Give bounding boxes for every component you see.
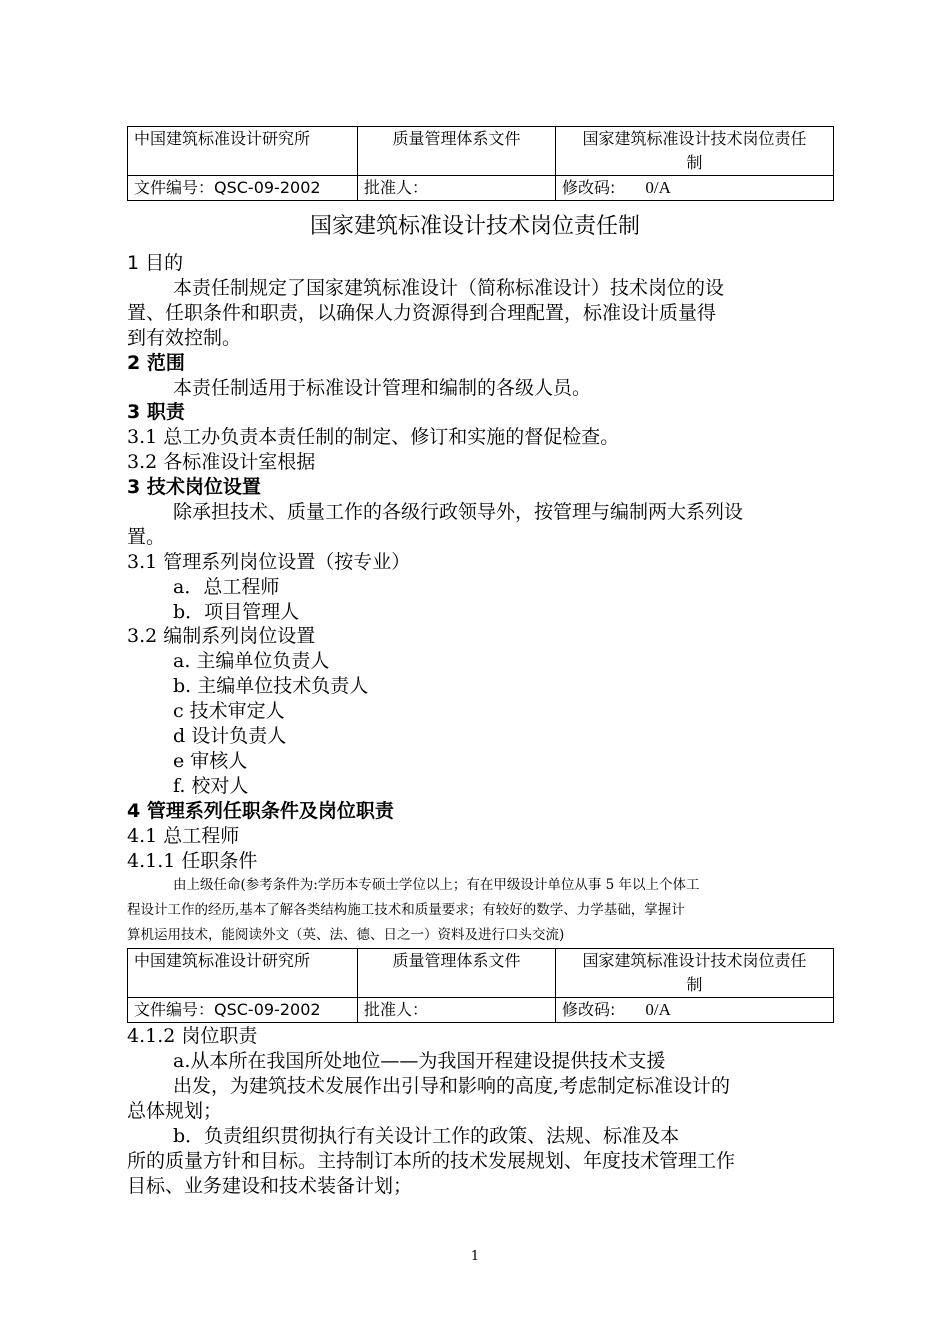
duty-line: 总体规划； (127, 1100, 223, 1122)
header-approver: 批准人： (358, 176, 556, 201)
header-doc-title (556, 127, 834, 176)
qualification-line: 程设计工作的经历,基本了解各类结构施工技术和质量要求；有较好的数学、力学基础，掌握计 (127, 902, 685, 918)
section-4-heading: 4 管理系列任职条件及岗位职责 (127, 800, 394, 822)
header-row (128, 998, 834, 1023)
mgmt-series-heading: 3.1 管理系列岗位设置（按专业） (127, 551, 411, 573)
header-doc-title-line1: 国家建筑标准设计技术岗位责任 (582, 951, 807, 970)
qualification-line: 由上级任命(参考条件为:学历本专硕士学位以上；有在甲级设计单位从事 5 年以上个体工 (173, 877, 700, 893)
section-3-item: 3.2 各标准设计室根据 (127, 451, 316, 473)
header-doc-title-line1: 国家建筑标准设计技术岗位责任 (582, 129, 807, 148)
list-item: a．总工程师 (173, 576, 280, 598)
header-system: 质量管理体系文件 (358, 127, 556, 176)
section-4-1-heading: 4.1 总工程师 (127, 825, 240, 847)
header-row (128, 949, 834, 998)
header-doc-title (556, 949, 834, 998)
header-table (127, 126, 834, 201)
header-revision (556, 998, 834, 1023)
header-revision-value: 0/A (645, 1000, 671, 1019)
header-table (127, 948, 834, 1023)
section-3-heading: 3 职责 (127, 401, 185, 423)
edit-series-heading: 3.2 编制系列岗位设置 (127, 625, 316, 647)
list-item: b．项目管理人 (173, 601, 300, 623)
header-org: 中国建筑标准设计研究所 (128, 127, 358, 176)
section-1-para-line: 本责任制规定了国家建筑标准设计（简称标准设计）技术岗位的设 (173, 277, 725, 299)
list-item: d 设计负责人 (173, 725, 287, 747)
duty-line: b．负责组织贯彻执行有关设计工作的政策、法规、标准及本 (173, 1125, 680, 1147)
section-4-1-2-heading: 4.1.2 岗位职责 (127, 1025, 258, 1047)
section-1-para-line: 置、任职条件和职责，以确保人力资源得到合理配置，标准设计质量得 (127, 302, 717, 324)
list-item: e 审核人 (173, 750, 248, 772)
section-2-heading: 2 范围 (127, 352, 185, 374)
page-number: 1 (470, 1249, 480, 1264)
duty-line: 目标、业务建设和技术装备计划； (127, 1175, 413, 1197)
page-title: 国家建筑标准设计技术岗位责任制 (309, 214, 640, 239)
section-3b-para-line: 除承担技术、质量工作的各级行政领导外，按管理与编制两大系列设 (173, 501, 744, 523)
list-item: a. 主编单位负责人 (173, 650, 330, 672)
header-approver: 批准人： (358, 998, 556, 1023)
header-revision-label: 修改码: (562, 178, 616, 197)
duty-line: 出发，为建筑技术发展作出引导和影响的高度,考虑制定标准设计的 (173, 1075, 731, 1097)
header-doc-title-line2: 制 (686, 975, 703, 994)
header-doc-no: 文件编号：QSC-09-2002 (128, 998, 358, 1023)
section-2-para: 本责任制适用于标准设计管理和编制的各级人员。 (173, 377, 592, 399)
header-row (128, 176, 834, 201)
header-row (128, 127, 834, 176)
duty-line: a.从本所在我国所处地位——为我国开程建设提供技术支援 (173, 1050, 666, 1072)
header-system: 质量管理体系文件 (358, 949, 556, 998)
header-doc-title-line2: 制 (686, 153, 703, 172)
section-3b-heading: 3 技术岗位设置 (127, 476, 261, 498)
section-1-heading: 1 目的 (127, 252, 184, 274)
qualification-line: 算机运用技术，能阅读外文（英、法、德、日之一）资料及进行口头交流) (127, 927, 565, 943)
section-4-1-1-heading: 4.1.1 任职条件 (127, 850, 258, 872)
list-item: f. 校对人 (173, 775, 249, 797)
header-doc-no: 文件编号：QSC-09-2002 (128, 176, 358, 201)
section-3-item: 3.1 总工办负责本责任制的制定、修订和实施的督促检查。 (127, 426, 620, 448)
section-3b-para-line: 置。 (127, 526, 166, 548)
list-item: c 技术审定人 (173, 700, 285, 722)
header-revision (556, 176, 834, 201)
list-item: b. 主编单位技术负责人 (173, 675, 369, 697)
header-org: 中国建筑标准设计研究所 (128, 949, 358, 998)
header-revision-label: 修改码: (562, 1000, 616, 1019)
section-1-para-line: 到有效控制。 (127, 327, 242, 349)
header-revision-value: 0/A (645, 178, 671, 197)
duty-line: 所的质量方针和目标。主持制订本所的技术发展规划、年度技术管理工作 (127, 1150, 736, 1172)
